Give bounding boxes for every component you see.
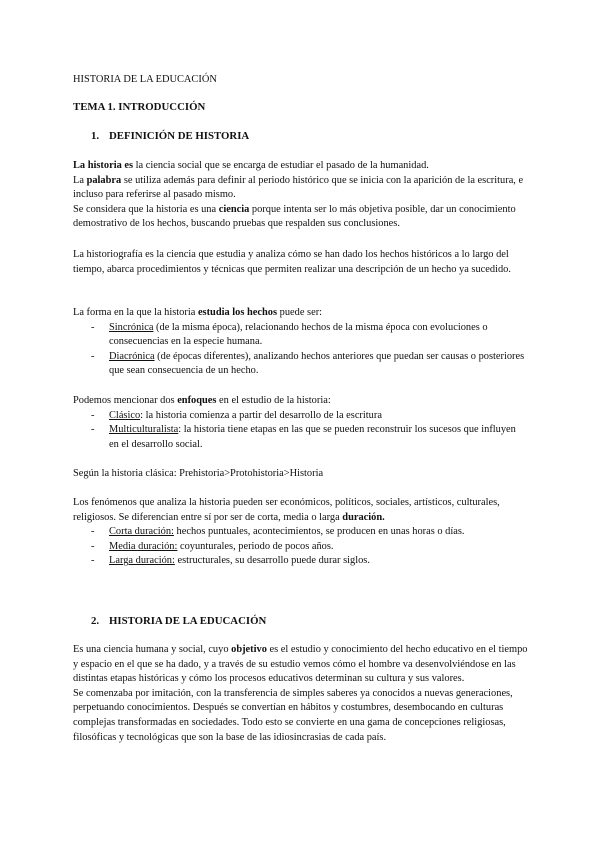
fenomenos-intro: Los fenómenos que analiza la historia pueden ser económicos, políticos, sociales, artísticos, culturales, religiosos. Se diferencian entre sí por ser de corta, media o larga duración.	[73, 497, 500, 523]
historia-clasica: Según la historia clásica: Prehistoria>Protohistoria>Historia	[73, 468, 324, 479]
fenomenos	[73, 496, 528, 569]
section-2-title: HISTORIA DE LA EDUCACIÓN	[109, 615, 267, 627]
list-item: - Sincrónica (de la misma época), relacionando hechos de la misma época con evoluciones o consecuencias en la especie humana.	[73, 321, 528, 350]
section-2-number: 2.	[91, 615, 100, 627]
section-1-heading	[73, 129, 528, 144]
historiografia-paragraph: La historiografía es la ciencia que estudia y analiza cómo se han dado los hechos históricos a lo largo del tiempo, abarca procedimientos y técnicas que permiten realizar una descripción de un hecho ya sucedido.	[73, 249, 511, 275]
definition-line-2: La palabra se utiliza además para definir al periodo histórico que se inicia con la aparición de la escritura, e incluso para referirse al pasado mismo.	[73, 174, 524, 201]
forma-intro: La forma en la que la historia estudia los hechos puede ser:	[73, 307, 323, 318]
forma-estudio	[73, 306, 528, 379]
enfoques	[73, 394, 528, 452]
section-2-paragraph-2: Se comenzaba por imitación, con la transferencia de simples saberes ya conocidos a nuevas generaciones, perpetuando conocimientos. Después se convertían en hábitos y costumbres, desembocando en culturas complejas transformadas en sociedades. Todo esto se convierte en una gama de concepciones religiosas, filosóficas y tecnológicas que son la base de las idiosincrasias de cada país.	[73, 687, 513, 743]
duracion-list	[73, 525, 528, 569]
tema-title: TEMA 1. INTRODUCCIÓN	[73, 101, 206, 113]
list-item: - Media duración: coyunturales, periodo de pocos años.	[73, 540, 528, 555]
enfoques-intro: Podemos mencionar dos enfoques en el estudio de la historia:	[73, 395, 331, 406]
list-item: - Larga duración: estructurales, su desarrollo puede durar siglos.	[73, 554, 528, 569]
definition-paragraph	[73, 159, 528, 232]
enfoques-list	[73, 409, 528, 453]
list-item: - Clásico: la historia comienza a partir del desarrollo de la escritura	[73, 409, 528, 424]
list-item: - Corta duración: hechos puntuales, acontecimientos, se producen en unas horas o días.	[73, 525, 528, 540]
list-item: - Diacrónica (de épocas diferentes), analizando hechos anteriores que puedan ser causas o posteriores que sean consecuencia de un hecho.	[73, 350, 528, 379]
definition-line-3: Se considera que la historia es una ciencia porque intenta ser lo más objetiva posible, dar un conocimiento demostrativo de los hechos, buscando pruebas que respalden sus conclusiones.	[73, 203, 516, 230]
section-1-title: DEFINICIÓN DE HISTORIA	[109, 130, 250, 142]
forma-list	[73, 321, 528, 379]
section-2-heading	[73, 614, 528, 629]
section-2-body	[73, 643, 528, 745]
document-header: HISTORIA DE LA EDUCACIÓN	[73, 74, 217, 85]
definition-line-1: La historia es la ciencia social que se encarga de estudiar el pasado de la humanidad.	[73, 160, 429, 171]
section-1-number: 1.	[91, 130, 100, 142]
section-2-paragraph-1: Es una ciencia humana y social, cuyo objetivo es el estudio y conocimiento del hecho educativo en el tiempo y espacio en el que se ha dado, y a través de su estudio vemos cómo el hombre va desenvolviéndose en las distintas etapas históricas y cómo los procesos educativos determinan su cultura y sus valores.	[73, 644, 528, 685]
list-item: - Multiculturalista: la historia tiene etapas en las que se pueden reconstruir los sucesos que influyen en el desarrollo social.	[73, 423, 528, 452]
